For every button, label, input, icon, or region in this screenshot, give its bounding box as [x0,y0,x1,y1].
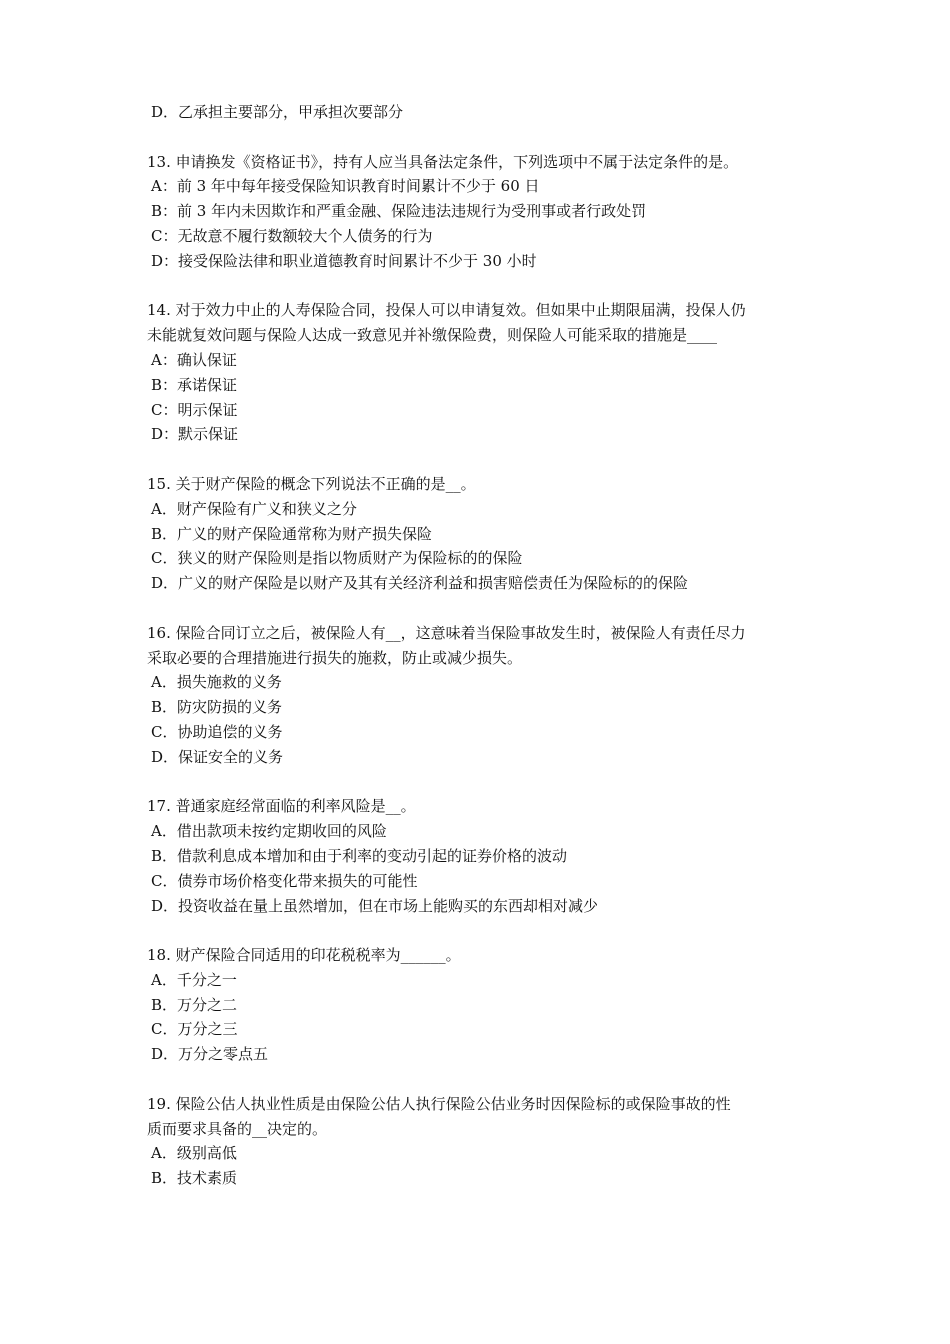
question-17 [147,794,827,918]
option-b: B．万分之二 [151,995,238,1014]
option-a: A．借出款项未按约定期收回的风险 [151,822,387,841]
spacer [147,447,827,472]
option-b: B：前 3 年内未因欺诈和严重金融、保险违法违规行为受刑事或者行政处罚 [151,202,647,221]
option-c: C．协助追偿的义务 [151,722,283,741]
option-a: A．财产保险有广义和狭义之分 [151,499,357,518]
spacer [147,1067,827,1092]
question-15 [147,472,827,596]
question-stem: 13. 申请换发《资格证书》，持有人应当具备法定条件，下列选项中不属于法定条件的是。 [147,152,739,171]
spacer [147,596,827,621]
question-stem-line-2: 采取必要的合理措施进行损失的施救，防止或减少损失。 [147,648,523,667]
option-c: C：无故意不履行数额较大个人债务的行为 [151,226,433,245]
question-stem-line-1: 16. 保险合同订立之后，被保险人有__，这意味着当保险事故发生时，被保险人有责任尽力 [147,623,746,642]
question-stem-line-1: 14. 对于效力中止的人寿保险合同，投保人可以申请复效。但如果中止期限届满，投保人仍 [147,301,746,320]
question-stem-line-2: 未能就复效问题与保险人达成一致意见并补缴保险费，则保险人可能采取的措施是____ [147,326,718,345]
option-b: B．防灾防损的义务 [151,698,283,717]
option-d: D：默示保证 [151,425,239,444]
question-stem: 18. 财产保险合同适用的印花税税率为______。 [147,946,461,965]
question-13 [147,150,827,274]
option-c: C．狭义的财产保险则是指以物质财产为保险标的的保险 [151,549,523,568]
question-16 [147,621,827,770]
option-a: A．级别高低 [151,1144,237,1163]
option-a: A：前 3 年中每年接受保险知识教育时间累计不少于 60 日 [151,177,540,196]
option-d: D．投资收益在量上虽然增加，但在市场上能购买的东西却相对减少 [151,896,599,915]
option-b: B．广义的财产保险通常称为财产损失保险 [151,524,433,543]
question-14 [147,298,827,447]
option-a: A：确认保证 [151,350,237,369]
question-stem: 15. 关于财产保险的概念下列说法不正确的是__。 [147,474,476,493]
option-d: D：接受保险法律和职业道德教育时间累计不少于 30 小时 [151,251,537,270]
option-b: B．借款利息成本增加和由于利率的变动引起的证券价格的波动 [151,846,568,865]
option-d: D．保证安全的义务 [151,747,284,766]
option-d: D．万分之零点五 [151,1045,269,1064]
option-d: D．广义的财产保险是以财产及其有关经济利益和损害赔偿责任为保险标的的保险 [151,574,689,593]
option-b: B．技术素质 [151,1169,238,1188]
question-19 [147,1092,827,1191]
option-c: C．万分之三 [151,1020,238,1039]
option-c: C：明示保证 [151,400,238,419]
option-b: B：承诺保证 [151,375,238,394]
spacer [147,918,827,943]
option-d-prev: D．乙承担主要部分，甲承担次要部分 [151,103,404,121]
question-stem: 17. 普通家庭经常面临的利率风险是__。 [147,797,416,816]
spacer [147,125,827,150]
question-stem-line-1: 19. 保险公估人执业性质是由保险公估人执行保险公估业务时因保险标的或保险事故的性 [147,1094,731,1113]
question-stem-line-2: 质而要求具备的__决定的。 [147,1119,328,1138]
option-a: A．千分之一 [151,970,237,989]
question-18 [147,943,827,1067]
spacer [147,770,827,795]
spacer [147,274,827,299]
option-c: C．债券市场价格变化带来损失的可能性 [151,871,418,890]
option-a: A．损失施救的义务 [151,673,282,692]
page-content [147,100,827,1191]
